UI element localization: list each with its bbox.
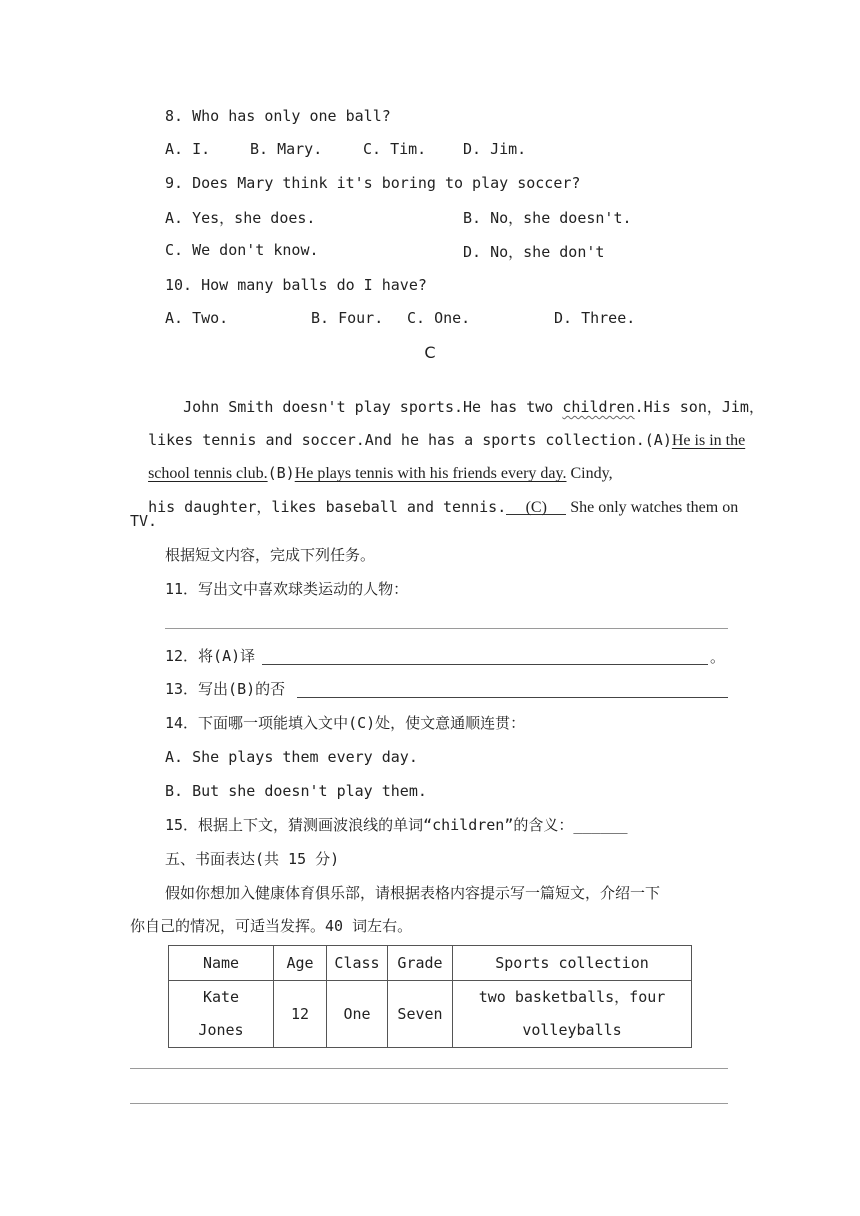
answer-line-13 xyxy=(297,697,728,698)
cell-name-line-1: Kate xyxy=(202,988,240,1006)
cell-name-line-2: Jones xyxy=(198,1021,244,1039)
passage-text: She only watches them on xyxy=(566,499,739,516)
passage-text: (B) xyxy=(267,464,295,482)
writing-line-1 xyxy=(130,1068,728,1069)
task-14-option-a: A. She plays them every day. xyxy=(165,748,418,766)
task-13: 13．写出(B)的否 xyxy=(165,680,286,698)
q10-option-b: B. Four. xyxy=(311,309,384,327)
cell-name xyxy=(169,981,274,1048)
writing-prompt-2: 你自己的情况，可适当发挥。40 词左右。 xyxy=(130,917,413,935)
cell-age: 12 xyxy=(274,981,327,1048)
underlined-sentence-b: He plays tennis with his friends every day. xyxy=(294,465,567,482)
task-14: 14．下面哪一项能填入文中(C)处，使文意通顺连贯： xyxy=(165,714,526,732)
header-sports-collection: Sports collection xyxy=(453,946,692,981)
cell-grade: Seven xyxy=(388,981,453,1048)
cell-sports xyxy=(453,981,692,1048)
info-table xyxy=(168,945,692,1048)
q9-question: 9. Does Mary think it's boring to play soccer? xyxy=(165,174,581,192)
answer-line-11 xyxy=(165,628,728,629)
header-name: Name xyxy=(169,946,274,981)
q8-question: 8. Who has only one ball? xyxy=(165,107,391,125)
writing-heading: 五、书面表达(共 15 分) xyxy=(165,850,340,868)
wavy-word-children: children xyxy=(562,398,635,416)
section-c-heading: C xyxy=(424,343,436,362)
passage-line-4 xyxy=(130,477,738,518)
header-class: Class xyxy=(327,946,388,981)
cell-sports-line-1: two basketballs，four xyxy=(478,988,666,1006)
blank-c: (C) xyxy=(506,498,566,515)
task-11: 11．写出文中喜欢球类运动的人物： xyxy=(165,580,409,598)
passage-line-5: TV. xyxy=(130,512,158,530)
cell-sports-line-2: volleyballs xyxy=(522,1021,622,1039)
q8-option-b: B. Mary. xyxy=(250,140,323,158)
underlined-sentence-a-cont: school tennis club. xyxy=(148,465,268,482)
table-row xyxy=(169,981,692,1048)
passage-text: Cindy, xyxy=(566,465,613,482)
underlined-sentence-a: He is in the xyxy=(671,432,746,449)
q9-option-d: D. No，she don't xyxy=(463,243,605,261)
task-12-end: 。 xyxy=(710,648,726,666)
task-intro: 根据短文内容，完成下列任务。 xyxy=(165,546,376,564)
answer-line-12 xyxy=(262,664,708,665)
q10-option-c: C. One. xyxy=(407,309,471,327)
writing-prompt-1: 假如你想加入健康体育俱乐部，请根据表格内容提示写一篇短文，介绍一下 xyxy=(165,884,661,902)
passage-text: his daughter，likes baseball and tennis. xyxy=(148,498,507,516)
q8-option-a: A. I. xyxy=(165,140,211,158)
passage-text: .His son，Jim， xyxy=(634,398,764,416)
header-grade: Grade xyxy=(388,946,453,981)
passage-text: John Smith doesn't play sports.He has two xyxy=(183,398,563,416)
passage-text: likes tennis and soccer.And he has a sports collection.(A) xyxy=(148,431,672,449)
q9-option-b: B. No，she doesn't. xyxy=(463,209,632,227)
task-14-option-b: B. But she doesn't play them. xyxy=(165,782,427,800)
header-age: Age xyxy=(274,946,327,981)
cell-class: One xyxy=(327,981,388,1048)
q10-question: 10. How many balls do I have? xyxy=(165,276,427,294)
q9-option-c: C. We don't know. xyxy=(165,241,319,259)
task-15: 15．根据上下文，猜测画波浪线的单词“children”的含义：______ xyxy=(165,816,628,834)
q10-option-a: A. Two. xyxy=(165,309,229,327)
q9-option-a: A. Yes，she does. xyxy=(165,209,316,227)
q8-option-c: C. Tim. xyxy=(363,140,427,158)
table-header-row xyxy=(169,946,692,981)
writing-line-2 xyxy=(130,1103,728,1104)
q10-option-d: D. Three. xyxy=(554,309,636,327)
q8-option-d: D. Jim. xyxy=(463,140,527,158)
task-12: 12．将(A)译 xyxy=(165,647,256,665)
